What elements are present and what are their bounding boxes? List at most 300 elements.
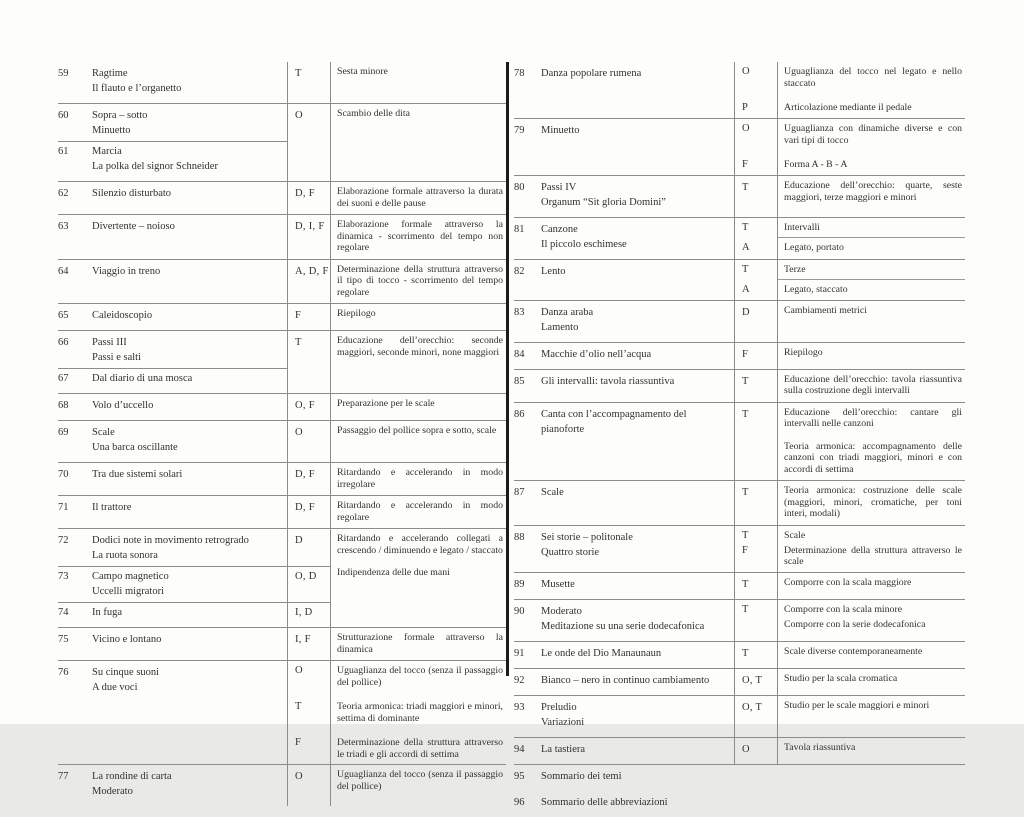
code-cell: F [295, 737, 302, 748]
entry-titles [541, 66, 734, 81]
description-text: Studio per la scala cromatica [784, 672, 898, 684]
entry-list [58, 498, 330, 519]
index-entry [58, 396, 330, 417]
description-text: Legato, portato [784, 241, 844, 253]
description-text: Intervalli [777, 220, 965, 238]
entry-list [514, 698, 777, 734]
entry-title: Scale [92, 427, 115, 438]
entry-number: 86 [514, 408, 525, 420]
code-cell: I, F [295, 634, 311, 645]
entry-titles [92, 425, 287, 455]
entry-title: Passi e salti [92, 352, 141, 363]
entry-title: Su cinque suoni [92, 667, 160, 678]
entry-title: La rondine di carta [92, 771, 172, 782]
entry-title: Ragtime [92, 68, 128, 79]
description-text: Cambiamenti metrici [784, 304, 867, 316]
entry-number: 96 [514, 796, 525, 808]
entry-number: 60 [58, 110, 69, 121]
entry-number: 84 [514, 348, 525, 360]
code-cell: O [295, 665, 303, 676]
entry-titles [92, 605, 287, 620]
description-text: Comporre con la scala maggiore [784, 576, 912, 588]
code-cell: F [295, 310, 302, 321]
code-cell: O, T [742, 674, 763, 686]
table-row [58, 260, 506, 305]
entry-list [514, 528, 734, 564]
entry-number: 61 [58, 146, 69, 157]
description-text: Ritardando e accelerando in modo regolare [337, 500, 503, 523]
code-cell: D [742, 306, 750, 318]
code-cell: I, D [295, 607, 313, 618]
code-cell: A, D, F [295, 265, 329, 277]
entry-list [514, 372, 777, 393]
description-column-rule [777, 573, 778, 599]
entry-list [514, 303, 777, 339]
description-text: Elaborazione formale attraverso la dinamica - scorrimento del tempo non regolare [337, 219, 503, 253]
description-text: Comporre con la scala minore [784, 603, 903, 615]
entry-number: 75 [58, 634, 69, 645]
entry-titles [92, 144, 287, 174]
description-cell [777, 698, 965, 714]
description-text: Determinazione della struttura attraverso le scale [784, 544, 962, 567]
table-row [58, 182, 506, 215]
code-description-pair [734, 64, 965, 90]
entry-title: Danza araba [541, 306, 594, 318]
entry-titles [541, 305, 734, 335]
description-text: Teoria armonica: triadi maggiori e minori, settima di dominante [337, 701, 503, 724]
description-cell [330, 217, 506, 256]
entry-list [58, 184, 330, 205]
entry-number: 93 [514, 701, 525, 713]
entry-titles [92, 335, 287, 365]
description-column-rule [330, 304, 331, 330]
code-cell: T [742, 222, 749, 233]
entry-title: Lento [541, 266, 566, 277]
description-text: Legato, staccato [784, 283, 848, 295]
description-cell [777, 303, 965, 319]
description-text: Educazione dell’orecchio: tavola riassuntiva sulla costruzione degli intervalli [784, 373, 962, 396]
entry-title: Moderato [92, 786, 133, 797]
entry-title: Il piccolo eschimese [541, 239, 627, 250]
entry-number: 77 [58, 771, 69, 782]
code-column-rule [734, 218, 735, 259]
code-description-pairs [734, 528, 965, 569]
entry-title: Passi III [92, 337, 127, 348]
code-cell: T [742, 603, 749, 615]
description-column-rule [330, 182, 331, 214]
index-table-right-column [514, 62, 965, 817]
entry-number: 95 [514, 770, 525, 782]
index-entry [58, 465, 330, 486]
description-column-rule [777, 176, 778, 217]
entry-titles [92, 371, 287, 386]
description-text: Riepilogo [337, 308, 376, 319]
entry-title: Musette [541, 578, 575, 590]
entry-titles [541, 530, 734, 560]
index-entry [514, 262, 734, 283]
code-description-pairs [734, 262, 965, 297]
table-row [58, 62, 506, 104]
entry-title: Bianco – nero in continuo cambiamento [541, 674, 710, 686]
entry-number: 92 [514, 674, 525, 686]
code-description-pair [734, 617, 965, 632]
entry-titles [541, 577, 734, 592]
entry-title: Gli intervalli: tavola riassuntiva [541, 375, 675, 387]
description-text: Comporre con la serie dodecafonica [784, 618, 926, 630]
description-text: Sesta minore [337, 66, 388, 77]
entry-number: 64 [58, 265, 69, 277]
description-text: Indipendenza delle due mani [337, 567, 450, 578]
entry-number: 59 [58, 68, 69, 79]
entry-title: Quattro storie [541, 546, 600, 558]
description-cell [330, 64, 506, 80]
entry-titles [541, 742, 734, 757]
entry-title: Campo magnetico [92, 571, 169, 582]
entry-title: Lamento [541, 321, 579, 333]
entry-list [514, 405, 777, 441]
table-row [514, 62, 965, 119]
entry-titles [541, 795, 734, 810]
table-row [58, 215, 506, 260]
entry-titles [92, 500, 287, 515]
description-cell [777, 345, 965, 361]
index-entry [58, 369, 330, 390]
entry-title: Moderato [541, 605, 582, 617]
table-row [514, 573, 965, 600]
entry-list [58, 262, 330, 283]
code-description-pairs [734, 220, 965, 255]
description-column-rule [777, 696, 778, 737]
code-cell: T [742, 264, 749, 275]
description-cell [777, 644, 965, 660]
table-row [58, 628, 506, 661]
code-description-pair [287, 699, 506, 725]
entry-title: Sopra – sotto [92, 110, 148, 121]
description-column-rule [777, 370, 778, 402]
index-entry [514, 220, 734, 256]
index-entry [58, 106, 330, 142]
index-entry [514, 483, 777, 504]
table-row [58, 496, 506, 529]
description-cell [777, 671, 965, 687]
code-description-pairs [734, 64, 965, 115]
entry-title: La ruota sonora [92, 550, 158, 561]
entry-title: Divertente – noioso [92, 221, 175, 232]
index-entry [58, 663, 287, 699]
table-row [514, 403, 965, 482]
index-entry [58, 333, 330, 369]
entry-title: Uccelli migratori [92, 586, 165, 597]
index-entry [58, 567, 330, 603]
entry-list [514, 483, 777, 504]
description-cell [330, 262, 506, 301]
entry-titles [541, 264, 734, 279]
description-text: Scambio delle dita [337, 108, 410, 119]
entry-number: 76 [58, 667, 69, 678]
description-cell [330, 106, 506, 122]
description-column-rule [777, 669, 778, 695]
entry-titles [92, 467, 287, 482]
description-cell [330, 184, 506, 211]
table-row [514, 343, 965, 370]
entry-title: Canta con l’accompagnamento del pianoforte [541, 408, 687, 435]
code-cell [734, 769, 777, 784]
entry-list [514, 767, 777, 788]
table-row [514, 526, 965, 573]
code-cell: A [742, 241, 750, 253]
index-entry [514, 671, 777, 692]
description-column-rule [777, 600, 778, 641]
code-description-pair [734, 543, 965, 569]
entry-title: Danza popolare rumena [541, 68, 642, 79]
code-column-rule [287, 661, 288, 764]
code-cell: O [742, 743, 750, 755]
description-column-rule [330, 496, 331, 528]
description-text: Determinazione della struttura attraverso il tipo di tocco - scorrimento del tempo regolare [337, 263, 503, 298]
code-description-pair [734, 282, 965, 297]
description-column-rule [330, 463, 331, 495]
entry-titles [541, 700, 734, 730]
entry-number: 67 [58, 373, 69, 384]
entry-title: Meditazione su una serie dodecafonica [541, 620, 705, 632]
table-row [58, 765, 506, 806]
entry-number: 85 [514, 375, 525, 387]
description-column-rule [777, 260, 778, 300]
entry-number: 72 [58, 535, 69, 546]
index-entry [58, 64, 330, 100]
entry-titles [541, 769, 734, 784]
index-entry [514, 372, 777, 393]
column-divider-rule [506, 62, 509, 676]
table-row [514, 600, 965, 642]
table-row [514, 669, 965, 696]
entry-title: Caleidoscopio [92, 310, 153, 321]
entry-title: Volo d’uccello [92, 400, 154, 411]
description-column-rule [330, 661, 331, 764]
entry-title: La tastiera [541, 743, 586, 755]
code-cell: D, F [295, 469, 315, 480]
index-entry [58, 142, 330, 178]
entry-title: Il trattore [92, 502, 132, 513]
description-cell [777, 740, 965, 756]
code-cell: T [295, 701, 302, 712]
table-row [514, 738, 965, 765]
entry-titles [92, 632, 287, 647]
entry-title: Variazioni [541, 716, 585, 728]
entry-titles [92, 308, 287, 323]
description-cell [330, 630, 506, 657]
entry-titles [541, 646, 734, 661]
code-cell [734, 795, 777, 810]
entry-list [58, 465, 330, 486]
description-cell [777, 405, 965, 478]
description-cell [330, 333, 506, 360]
code-cell: T [295, 337, 302, 348]
code-cell: T [295, 68, 302, 79]
entry-titles [541, 485, 734, 500]
entry-list [58, 531, 330, 624]
index-entry [58, 603, 330, 624]
description-text: Uguaglianza del tocco (senza il passaggio del pollice) [337, 665, 503, 688]
index-entry [514, 767, 777, 788]
code-cell: T [742, 578, 749, 590]
table-row [514, 176, 965, 218]
description-text: Passaggio del pollice sopra e sotto, scale [337, 425, 497, 436]
code-description-pair [734, 528, 965, 543]
description-column-rule [330, 765, 331, 806]
entry-list [58, 767, 330, 803]
table-row [514, 119, 965, 176]
table-row [58, 463, 506, 496]
code-cell: A [742, 283, 750, 295]
entry-number: 71 [58, 502, 69, 513]
code-description-pair [734, 240, 965, 255]
code-description-pair [734, 262, 965, 280]
table-row [58, 394, 506, 421]
entry-number: 89 [514, 578, 525, 590]
description-cell [330, 306, 506, 322]
entry-number: 81 [514, 224, 525, 235]
code-cell: T [742, 408, 749, 420]
description-text: Uguaglianza del tocco nel legato e nello staccato [784, 66, 962, 89]
index-entry [514, 575, 777, 596]
entry-title: A due voci [92, 682, 138, 693]
entry-titles [541, 123, 734, 138]
description-column-rule [777, 119, 778, 175]
entry-titles [92, 398, 287, 413]
entry-list [514, 121, 734, 142]
description-text: Scale [784, 529, 806, 541]
description-column-rule [330, 331, 331, 393]
code-cell: D, F [295, 188, 315, 199]
description-column-rule [777, 403, 778, 481]
entry-list [58, 630, 330, 651]
code-column-rule [734, 119, 735, 175]
entry-number: 82 [514, 266, 525, 277]
entry-title: Preludio [541, 701, 577, 713]
code-cell: F [742, 159, 749, 170]
code-cell: O [742, 66, 750, 77]
entry-title: Viaggio in treno [92, 265, 161, 277]
code-cell: O, F [295, 400, 315, 411]
code-cell: D [295, 535, 303, 546]
table-row [58, 529, 506, 628]
entry-number: 94 [514, 743, 525, 755]
description-text: Studio per le scale maggiori e minori [784, 699, 930, 711]
index-entry [58, 498, 330, 519]
entry-titles [92, 264, 287, 279]
description-column-rule [777, 218, 778, 259]
description-text: Determinazione della struttura attraverso le triadi e gli accordi di settima [337, 737, 503, 760]
entry-list [514, 644, 777, 665]
entry-titles [541, 407, 734, 437]
index-entry [514, 740, 777, 761]
code-description-pair [734, 602, 965, 617]
code-column-rule [734, 260, 735, 300]
entry-titles [541, 222, 734, 252]
description-text: Elaborazione formale attraverso la durata dei suoni e delle pause [337, 186, 503, 209]
entry-number: 63 [58, 221, 69, 232]
index-entry [514, 303, 777, 339]
table-row [514, 642, 965, 669]
table-row [514, 370, 965, 403]
index-entry [58, 306, 330, 327]
code-description-pairs [287, 663, 506, 761]
code-cell: O [742, 123, 750, 134]
index-entry [514, 602, 734, 638]
code-column-rule [734, 62, 735, 118]
code-cell: T [742, 487, 749, 498]
index-entry [514, 405, 777, 441]
entry-number: 74 [58, 607, 69, 618]
table-row [58, 421, 506, 463]
entry-number: 87 [514, 487, 525, 498]
code-cell [287, 371, 330, 386]
entry-title: Sommario delle abbreviazioni [541, 796, 668, 808]
index-entry [514, 793, 777, 814]
description-text: Articolazione mediante il pedale [784, 102, 912, 113]
description-text: Ritardando e accelerando in modo irregolare [337, 467, 503, 490]
table-row [514, 791, 965, 817]
entry-list [514, 64, 734, 85]
code-cell: P [742, 102, 749, 113]
entry-number: 65 [58, 310, 69, 321]
table-row [58, 304, 506, 331]
index-entry [514, 64, 734, 85]
entry-title: Sommario dei temi [541, 770, 622, 782]
entry-title: Tra due sistemi solari [92, 469, 183, 480]
code-description-pairs [734, 121, 965, 172]
index-entry [514, 178, 777, 214]
entry-titles [541, 347, 734, 362]
index-entry [58, 262, 330, 283]
entry-list [514, 740, 777, 761]
code-cell: D, F [295, 502, 315, 513]
entry-list [514, 793, 777, 814]
entry-list [514, 575, 777, 596]
entry-title: Organum “Sit gloria Domini” [541, 197, 666, 208]
index-entry [58, 184, 330, 205]
code-column-rule [734, 526, 735, 572]
code-cell: O, T [742, 701, 763, 713]
table-row [514, 696, 965, 738]
code-cell [287, 144, 330, 174]
entry-title: Minuetto [92, 125, 131, 136]
entry-list [58, 396, 330, 417]
code-cell: O [295, 427, 303, 438]
description-column-rule [777, 343, 778, 369]
entry-title: Vicino e lontano [92, 634, 162, 645]
description-cell [777, 178, 965, 205]
code-cell: O [295, 771, 303, 782]
index-entry [58, 767, 330, 803]
entry-titles [541, 374, 734, 389]
description-text: Forma A - B - A [784, 159, 848, 170]
code-description-pair [734, 220, 965, 238]
code-cell: F [742, 544, 749, 556]
code-cell: F [742, 348, 749, 360]
entry-list [58, 423, 330, 459]
entry-list [58, 306, 330, 327]
entry-titles [541, 673, 734, 688]
entry-title: Minuetto [541, 125, 580, 136]
index-entry [58, 423, 330, 459]
entry-number: 70 [58, 469, 69, 480]
entry-list [514, 220, 734, 256]
table-row [514, 218, 965, 260]
entry-title: Marcia [92, 146, 122, 157]
entry-number: 73 [58, 571, 69, 582]
